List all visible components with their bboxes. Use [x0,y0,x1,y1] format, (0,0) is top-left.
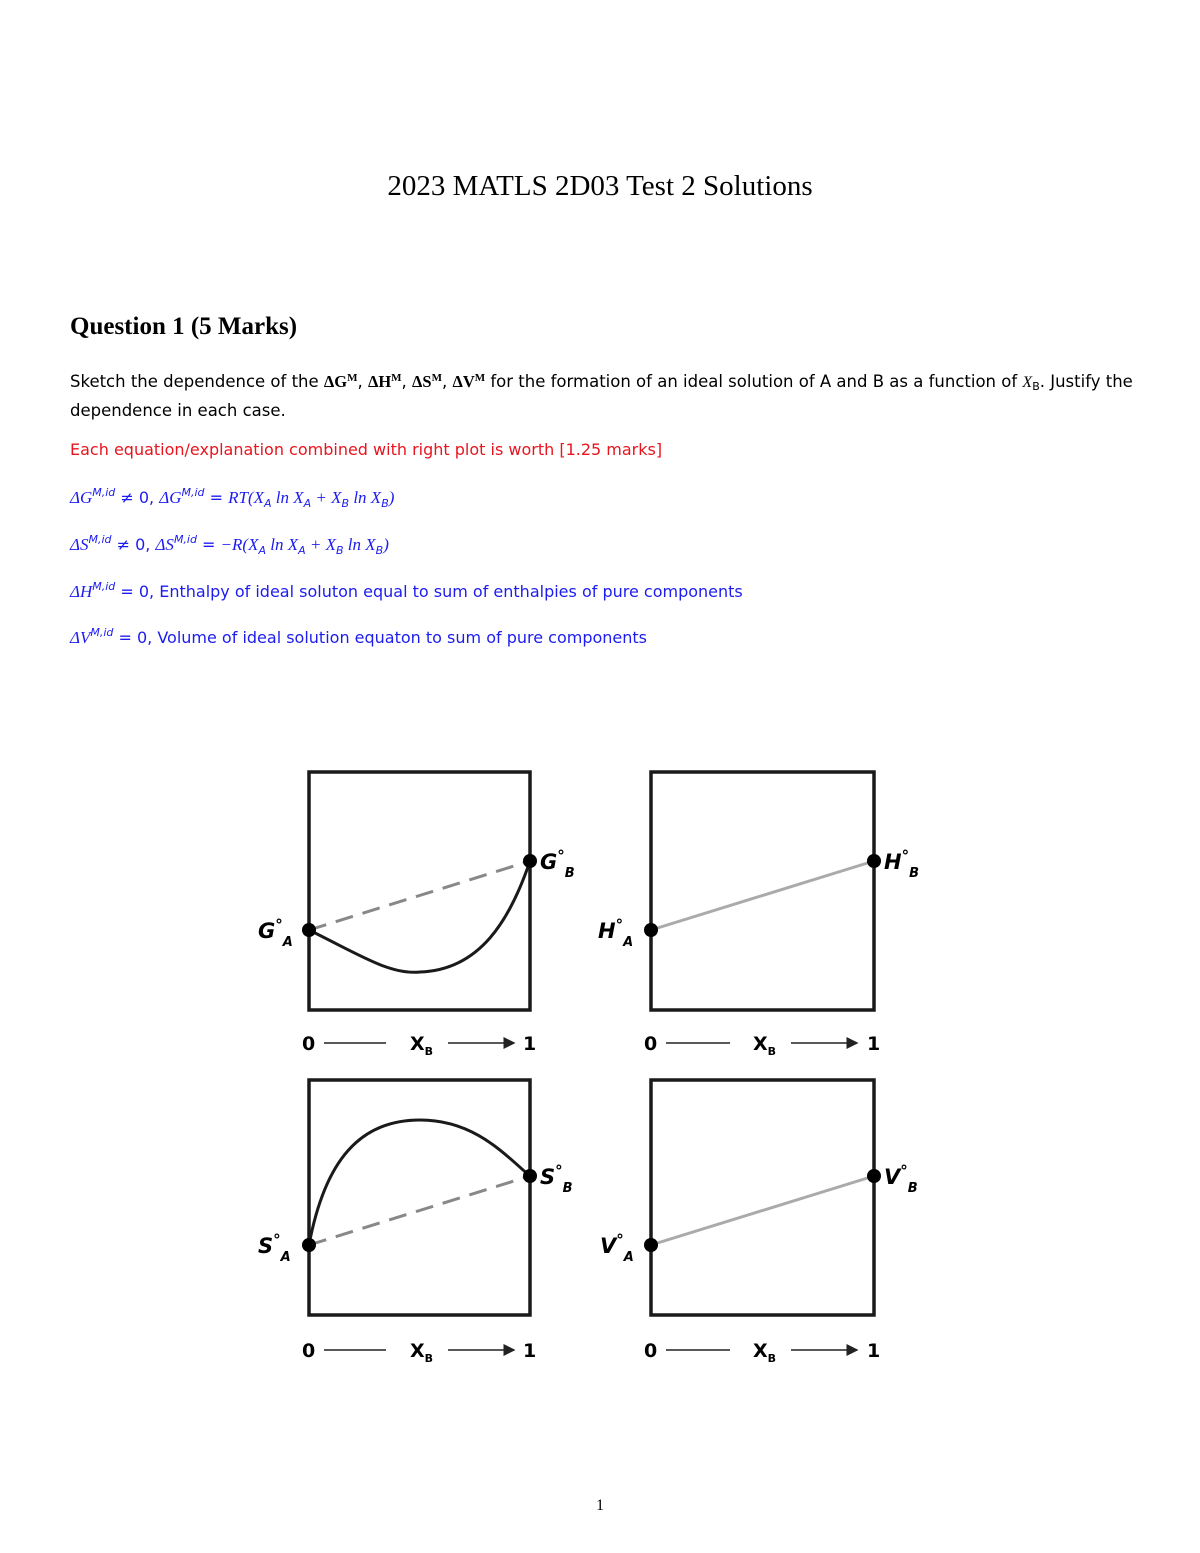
page-title: 2023 MATLS 2D03 Test 2 Solutions [387,170,813,202]
term-v-sup: M [474,372,486,384]
volume-panel [600,1080,918,1365]
enthalpy-line [651,861,874,930]
entropy-panel [258,1080,573,1365]
enthalpy-axis [644,1033,880,1058]
enthalpy-label-b: $H^\circ_B$ [884,847,919,881]
axis-one: 1 [523,1340,537,1362]
gibbs-label-a: $G^\circ_A$ [258,916,293,950]
volume-frame [651,1080,874,1315]
axis-variable: $X_B$ [410,1340,434,1365]
term-s-sup: M [431,372,442,384]
volume-point-b [867,1169,881,1183]
entropy-point-b [523,1169,537,1183]
prompt-var-sub: B [1032,380,1040,393]
axis-zero: 0 [302,1033,316,1055]
term-h-sup: M [391,372,402,384]
term-h: ΔH [367,372,392,391]
volume-axis [644,1340,880,1365]
gibbs-point-a [302,923,316,937]
axis-one: 1 [867,1033,881,1055]
entropy-frame [309,1080,530,1315]
equation-gibbs: $\Delta G^{M,id} \ne 0$, $\Delta G^{M,id} = RT(X_A$ $\ln X_A + X_B$ $\ln X_B$) [70,486,395,510]
gibbs-frame [309,772,530,1010]
entropy-label-a: $S^\circ_A$ [258,1231,291,1265]
gibbs-panel [258,772,575,1058]
gibbs-label-b: $G^\circ_B$ [540,847,575,881]
entropy-point-a [302,1238,316,1252]
prompt-end: . Justify the dependence in each case. [70,372,1133,420]
axis-variable: $X_B$ [410,1033,434,1058]
axis-zero: 0 [644,1033,658,1055]
prompt-mid: for the formation of an ideal solution of A and B as a function of [485,372,1018,391]
equation-entropy: $\Delta S^{M,id} \ne 0$, $\Delta S^{M,id} = -R(X_A$ $\ln X_A + X_B$ $\ln X_B$) [70,533,389,557]
entropy-label-b: $S^\circ_B$ [540,1162,573,1196]
page-number: 1 [596,1497,604,1514]
term-g-sup: M [347,372,358,384]
gibbs-axis [302,1033,536,1058]
volume-point-a [644,1238,658,1252]
term-v: ΔV [452,372,475,391]
enthalpy-panel [598,772,919,1058]
equation-volume: $\Delta V^{M,id} = 0$, Volume of ideal solution equaton to sum of pure components [70,626,648,647]
gibbs-reference-line [309,861,530,930]
thermodynamic-sketches [240,760,940,1380]
entropy-mixing-curve [309,1120,530,1245]
entropy-axis [302,1340,536,1365]
enthalpy-point-a [644,923,658,937]
enthalpy-frame [651,772,874,1010]
question-prompt: Sketch the dependence of the $\Delta G^M$, $\Delta H^M$, $\Delta S^M$, $\Delta V^M$ for the formation of an ideal solution of A and B as a function of $X_B$. Justify the dependence in each case. [70,372,1133,420]
term-s: ΔS [412,372,432,391]
volume-label-a: $V^\circ_A$ [600,1231,634,1265]
prompt-start: Sketch the dependence of the [70,372,324,391]
equation-enthalpy: $\Delta H^{M,id} = 0$, Enthalpy of ideal soluton equal to sum of enthalpies of pure components [70,580,743,601]
axis-variable: $X_B$ [753,1340,777,1365]
axis-one: 1 [523,1033,537,1055]
entropy-reference-line [309,1176,530,1245]
volume-line [651,1176,874,1245]
enthalpy-point-b [867,854,881,868]
volume-label-b: $V^\circ_B$ [884,1162,918,1196]
axis-variable: $X_B$ [753,1033,777,1058]
question-heading: Question 1 (5 Marks) [70,313,298,340]
axis-zero: 0 [302,1340,316,1362]
axis-one: 1 [867,1340,881,1362]
prompt-var: X [1022,374,1033,391]
marking-note: Each equation/explanation combined with right plot is worth [1.25 marks] [70,440,663,459]
enthalpy-label-a: $H^\circ_A$ [598,916,634,950]
gibbs-mixing-curve [309,861,530,972]
axis-zero: 0 [644,1340,658,1362]
gibbs-point-b [523,854,537,868]
term-g: ΔG [323,372,348,391]
